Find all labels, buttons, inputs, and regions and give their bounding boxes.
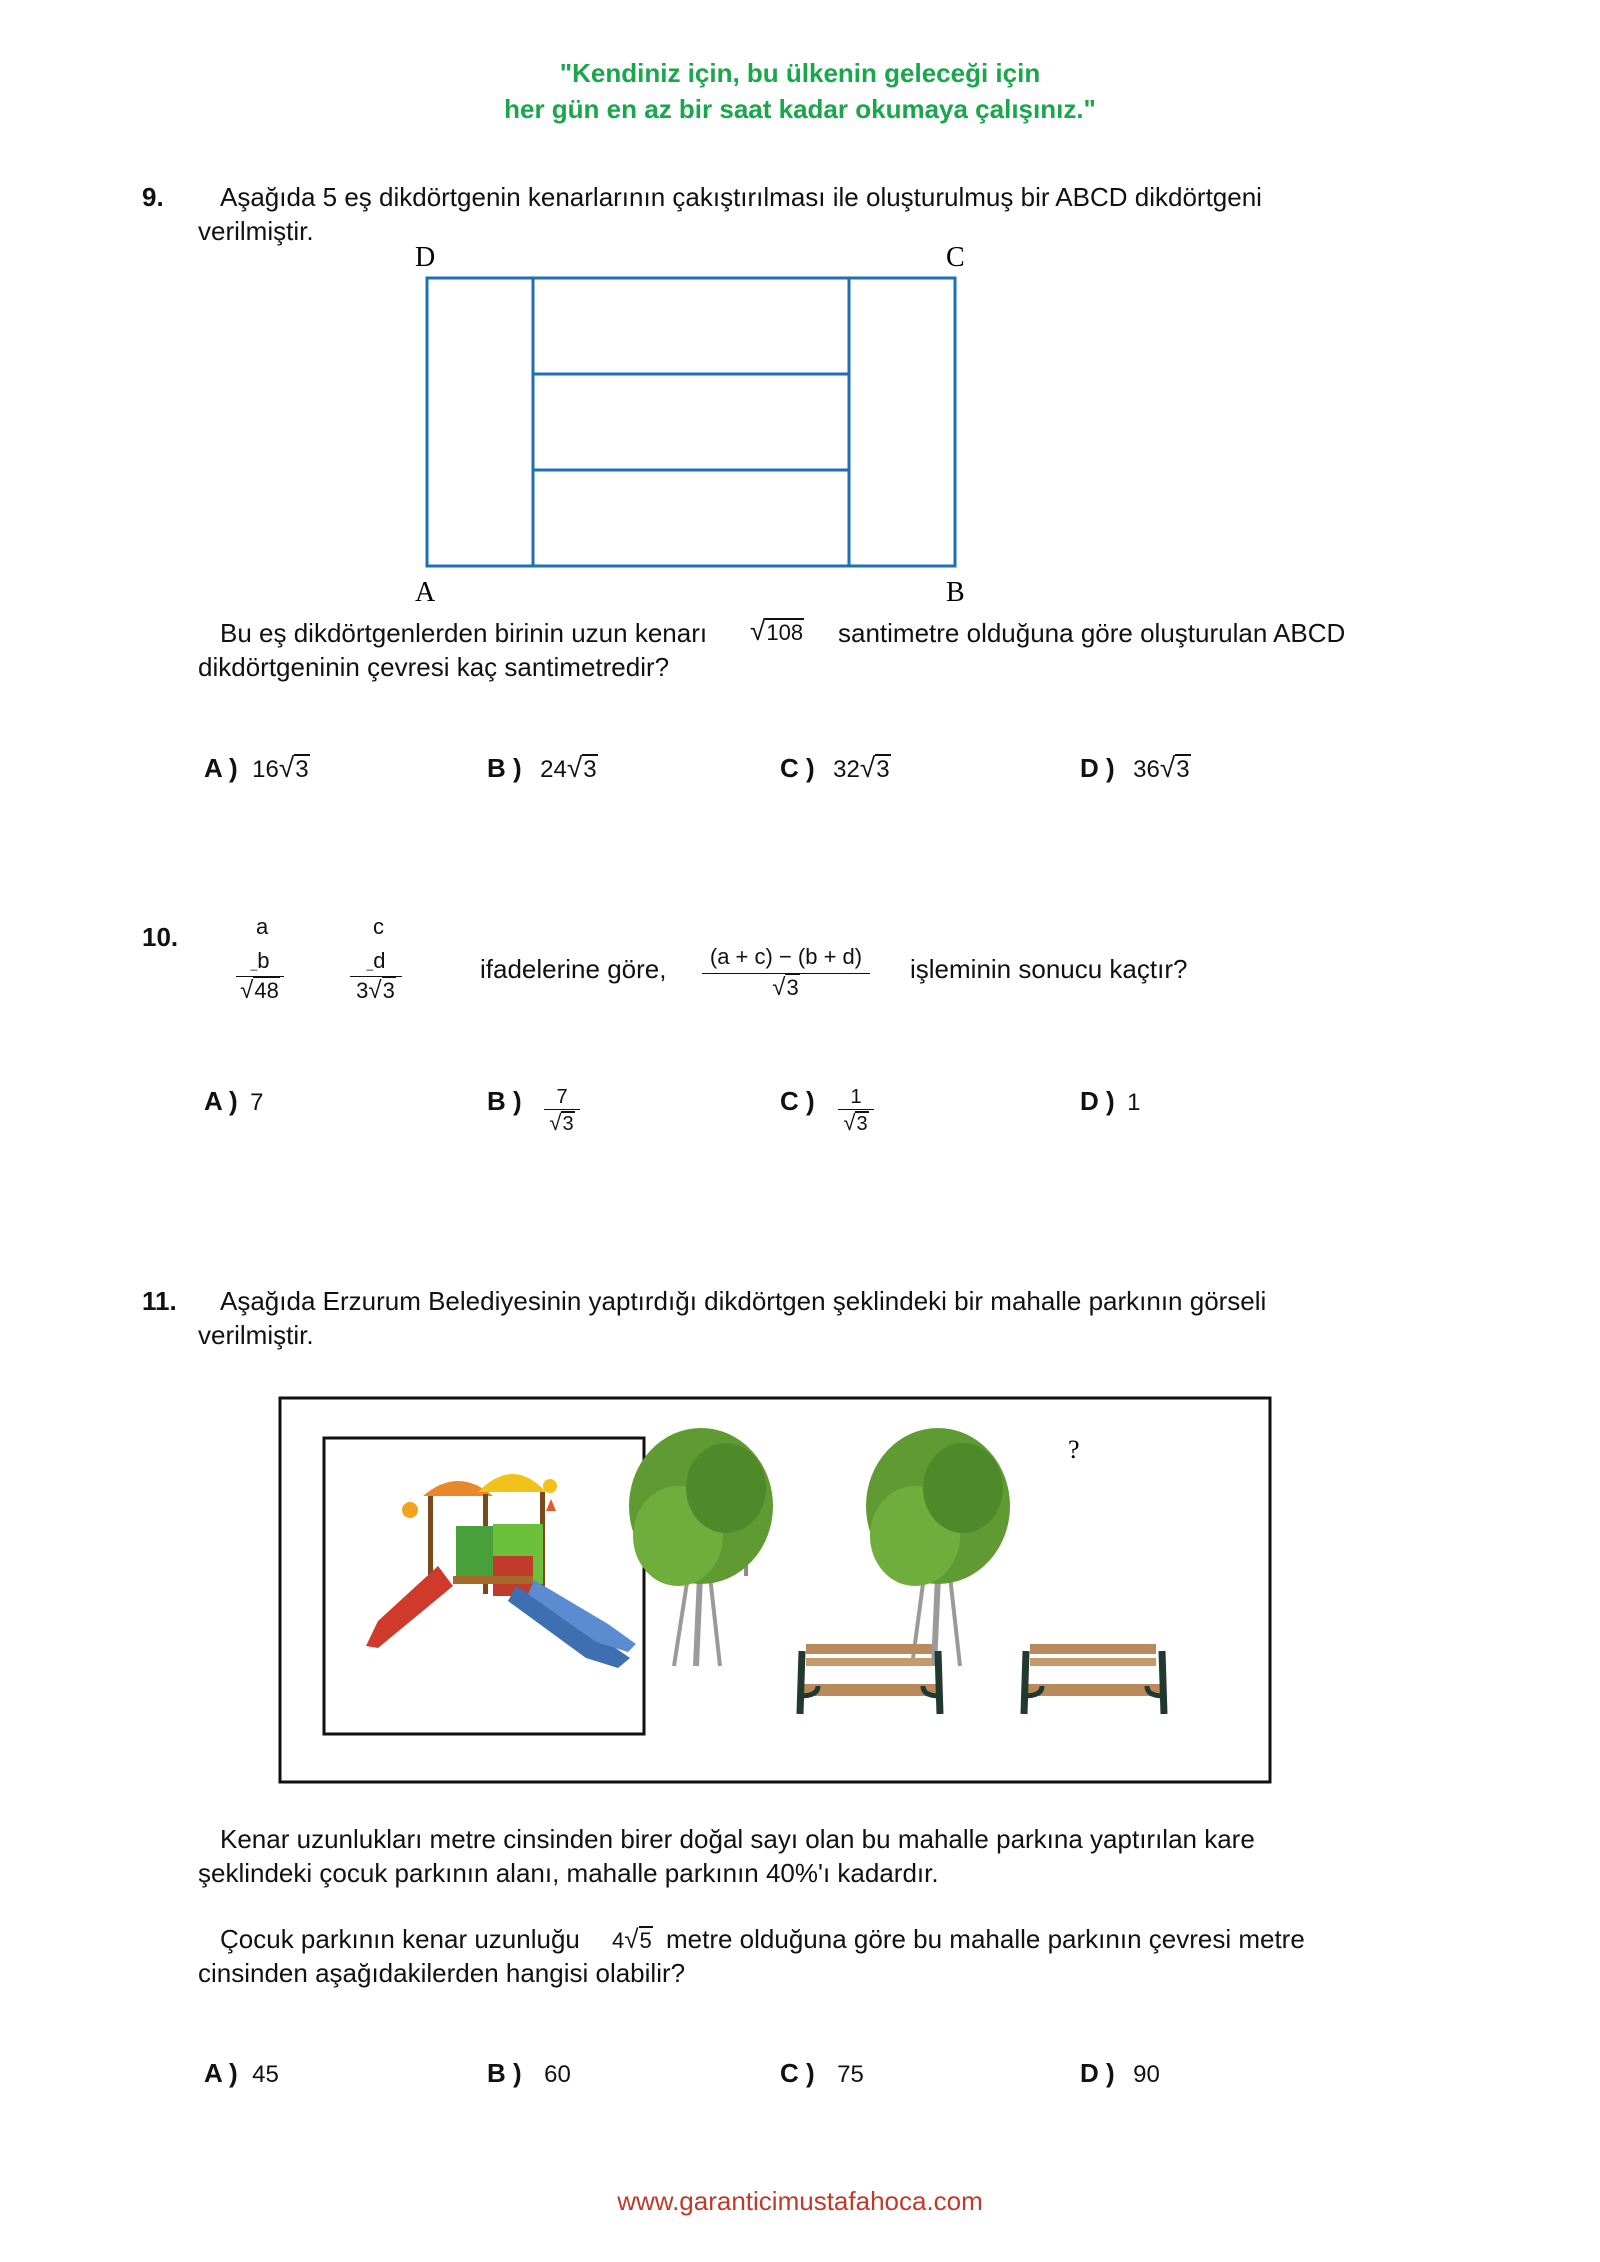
vertex-label-a: A — [415, 577, 436, 608]
q11-intro-line2: verilmiştir. — [198, 1320, 314, 1350]
question-10-number: 10. — [142, 922, 179, 952]
q11-option-d[interactable]: D ) 90 — [1080, 2058, 1160, 2088]
q9-rectangle-diagram — [400, 238, 990, 618]
q11-intro-line1: Aşağıda Erzurum Belediyesinin yaptırdığı dikdörtgen şeklindeki bir mahalle parkının görseli — [220, 1286, 1267, 1316]
q11-para2-part2: metre olduğuna göre bu mahalle parkının çevresi metre — [666, 1924, 1305, 1954]
q10-option-b[interactable]: B ) — [487, 1086, 522, 1116]
q11-option-a[interactable]: A ) 45 — [204, 2058, 279, 2088]
q9-question-line2: dikdörtgeninin çevresi kaç santimetredir? — [198, 652, 670, 682]
q10-option-b-fraction: 7 √3 — [544, 1086, 580, 1136]
q10-expr1-fraction: _b √48 — [236, 948, 284, 1005]
q9-option-a[interactable]: A ) 16√3 — [204, 752, 309, 783]
q11-para2-line2: cinsinden aşağıdakilerden hangisi olabilir? — [198, 1958, 686, 1988]
q11-para1-line2: şeklindeki çocuk parkının alanı, mahalle parkının 40%'ı kadardır. — [198, 1858, 939, 1888]
q10-end-text: işleminin sonucu kaçtır? — [910, 954, 1188, 984]
q9-option-d[interactable]: D ) 36√3 — [1080, 752, 1190, 783]
header-quote-line2: her gün en az bir saat kadar okumaya çalışınız." — [504, 94, 1096, 124]
question-9-number: 9. — [142, 182, 164, 212]
q11-option-c[interactable]: C ) 75 — [780, 2058, 864, 2088]
q10-option-a[interactable]: A ) 7 — [204, 1086, 264, 1116]
q11-para1-line1: Kenar uzunlukları metre cinsinden birer doğal sayı olan bu mahalle parkına yaptırılan kare — [220, 1824, 1255, 1854]
question-11-number: 11. — [142, 1286, 177, 1316]
q9-radical-108: √108 — [750, 615, 804, 646]
q10-expr2-top: c — [373, 914, 384, 939]
q11-radical-4sqrt5: 4√5 — [612, 1924, 652, 1954]
q10-middle-text: ifadelerine göre, — [480, 954, 667, 984]
question-mark-label: ? — [1068, 1435, 1080, 1464]
q9-option-b[interactable]: B ) 24√3 — [487, 752, 597, 783]
q10-option-c[interactable]: C ) — [780, 1086, 815, 1116]
q10-expr2-fraction: _d 3√3 — [350, 948, 402, 1005]
footer-website-link[interactable]: www.garanticimustafahoca.com — [617, 2186, 983, 2216]
q10-expr1-top: a — [256, 914, 269, 939]
q11-para2-part1: Çocuk parkının kenar uzunluğu — [220, 1924, 580, 1954]
q11-option-b[interactable]: B ) 60 — [487, 2058, 571, 2088]
q9-intro-line1: Aşağıda 5 eş dikdörtgenin kenarlarının çakıştırılması ile oluşturulmuş bir ABCD dikdörtgeni — [220, 182, 1262, 212]
park-illustration — [278, 1396, 1274, 1786]
vertex-label-d: D — [415, 242, 436, 273]
header-quote-line1: "Kendiniz için, bu ülkenin geleceği için — [559, 58, 1041, 88]
vertex-label-b: B — [946, 577, 965, 608]
q10-option-c-fraction: 1 √3 — [838, 1086, 874, 1136]
q9-question-part2: santimetre olduğuna göre oluşturulan ABCD — [838, 618, 1346, 648]
vertex-label-c: C — [946, 242, 965, 273]
q10-option-d[interactable]: D ) 1 — [1080, 1086, 1141, 1116]
q9-intro-line2: verilmiştir. — [198, 216, 314, 246]
q9-question-part1: Bu eş dikdörtgenlerden birinin uzun kenarı — [220, 618, 708, 648]
abcd-outer-rectangle — [427, 278, 955, 566]
q10-main-fraction: (a + c) − (b + d) √3 — [702, 944, 870, 1002]
q9-option-c[interactable]: C ) 32√3 — [780, 752, 890, 783]
